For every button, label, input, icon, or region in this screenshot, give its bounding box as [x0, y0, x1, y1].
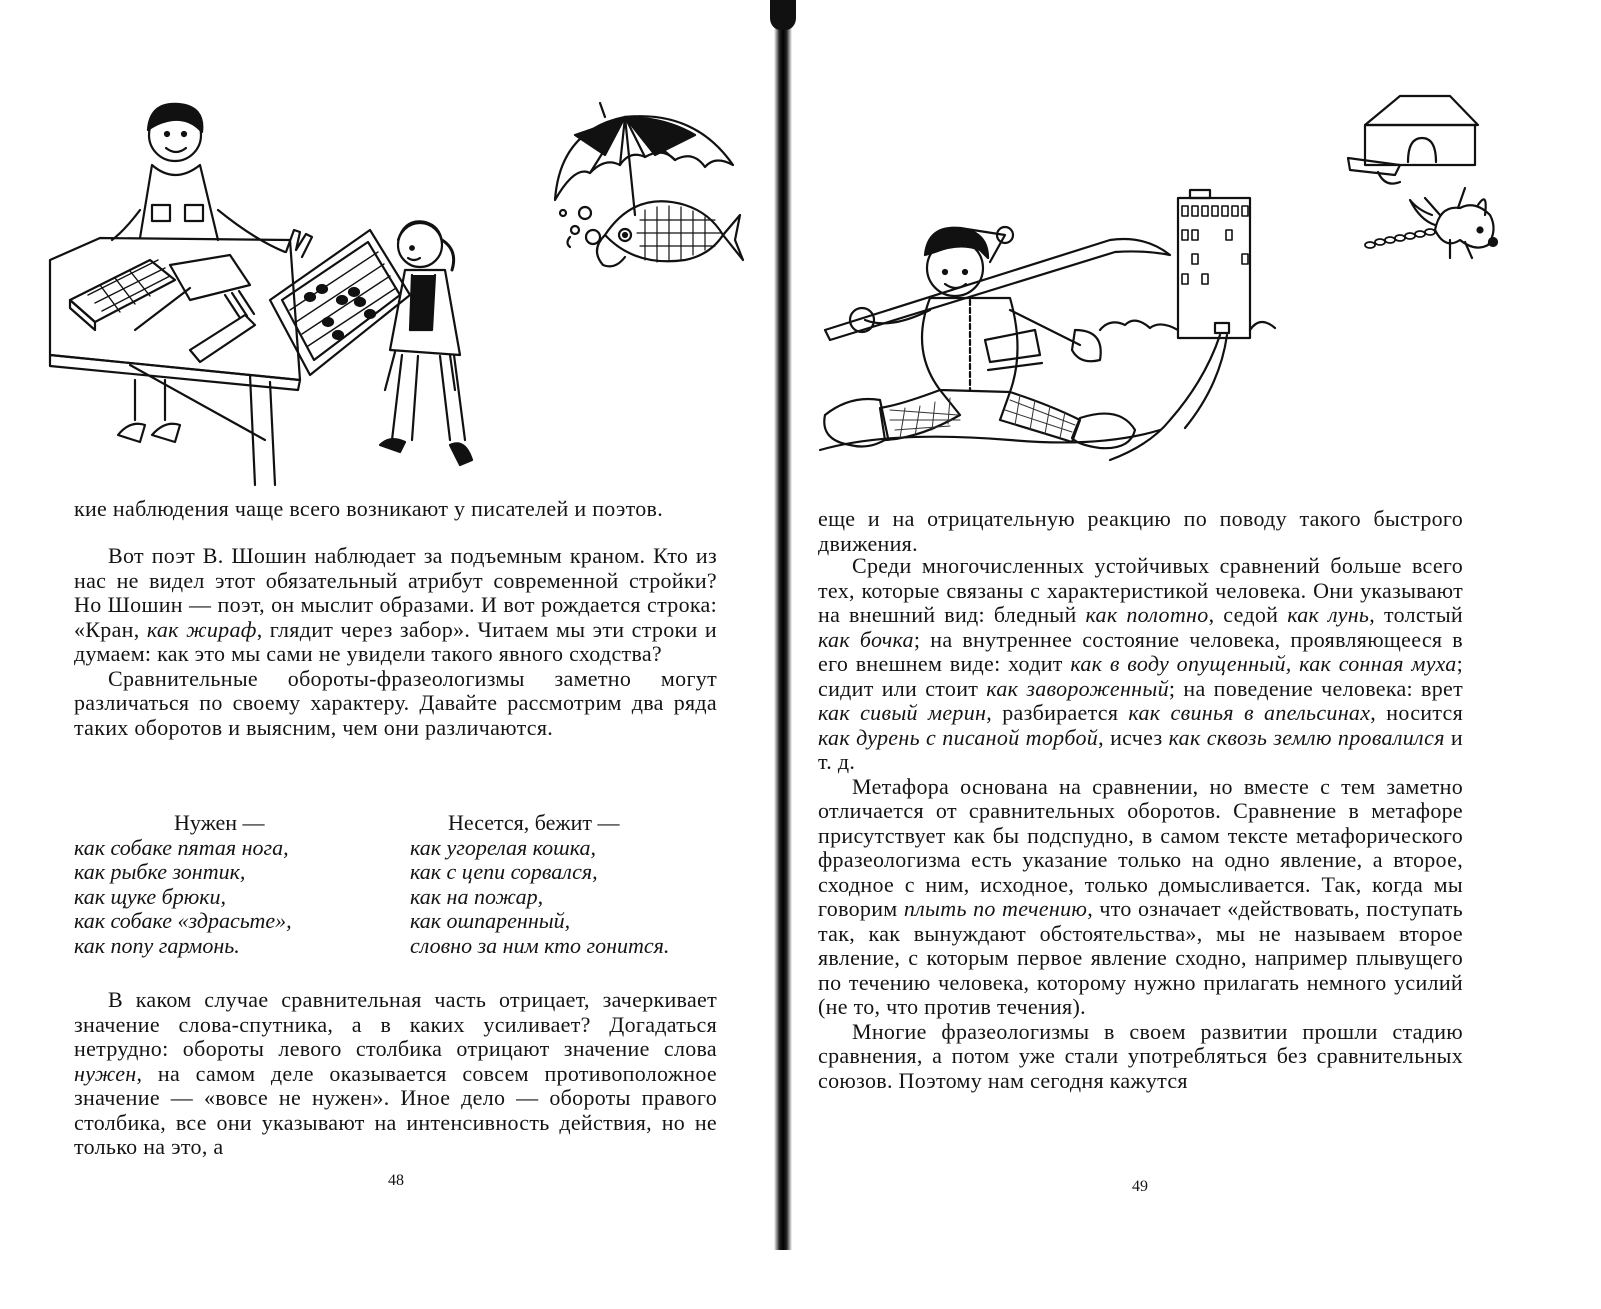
- boy-hockey-illustration: [810, 180, 1280, 480]
- right-p2-italic: как дурень с писаной торбой: [818, 724, 1099, 750]
- column-left-item: как попу гармонь.: [74, 932, 240, 958]
- right-p2-italic: как полотно: [1085, 602, 1209, 627]
- right-p2-text: , исчез: [1098, 724, 1169, 750]
- column-right-item: словно за ним кто гонится.: [410, 932, 670, 958]
- left-paragraph-4: [74, 988, 717, 1160]
- right-p2-italic: как сквозь землю провалился: [1168, 724, 1445, 750]
- right-p2-italic: как сивый мерин: [818, 700, 987, 725]
- column-left-title: Нужен —: [174, 810, 265, 835]
- column-right-item: как угорелая кошка,: [410, 834, 596, 860]
- right-p2-text: ; сидит или стоит: [818, 651, 1463, 701]
- right-p2-italic: как лунь: [1287, 602, 1370, 627]
- right-p2-italic: как завороженный: [986, 675, 1169, 701]
- column-left-item: как рыбке зонтик,: [74, 859, 246, 884]
- right-p2-italic: как свинья в апельсинах: [1128, 700, 1371, 725]
- page-49: [800, 0, 1601, 1309]
- right-p2-italic: как бочка: [818, 626, 914, 652]
- left-p4-italic: нужен: [74, 1060, 137, 1086]
- left-paragraph-3-text: Сравнительные обороты-фразеологизмы заметно могут различаться по своему характеру. Давайте рассмотрим два ряда таких оборотов и выясним, чем они различаются.: [74, 665, 717, 740]
- left-p4-text-a: В каком случае сравнительная часть отрицает, зачеркивает значение слова-спутника, а в каких усиливает? Догадаться нетрудно: обороты левого столбика отрицают значение слова: [74, 987, 717, 1061]
- page-number-right: 49: [1132, 1178, 1148, 1195]
- column-left-item: как щуке брюки,: [74, 883, 226, 909]
- dog-kennel-illustration: [1340, 90, 1500, 280]
- right-paragraph-4-text: Многие фразеологизмы в своем развитии прошли стадию сравнения, а потом уже стали употребляться без сравнительных союзов. Поэтому нам сегодня кажутся: [818, 1018, 1463, 1093]
- left-p2-text-c: , глядит через забор». Читаем мы эти строки и думаем: как это мы сами не увидели такого явного сходства?: [74, 616, 717, 666]
- fish-umbrella-illustration: [545, 95, 745, 285]
- right-paragraph-2: [818, 554, 1463, 1093]
- page-48: [0, 0, 780, 1309]
- left-p2-text-a: Вот поэт В. Шошин наблюдает за подъемным краном. Кто из нас не видел этот обязательный атрибут современной стройки? Но Шошин — поэт, он мыслит образами. И вот рождается строка: «Кран,: [74, 543, 717, 642]
- left-paragraph-2: [74, 544, 717, 740]
- left-paragraph-1-text: кие наблюдения чаще всего возникают у писателей и поэтов.: [74, 496, 663, 521]
- right-p2-text: ; на внутреннее состояние человека, проявляющееся в его внешнем виде: ходит: [818, 626, 1463, 676]
- right-p2-text: и т. д.: [818, 724, 1463, 774]
- right-paragraph-1: [818, 507, 1463, 556]
- right-p2-text: Среди многочисленных устойчивых сравнений больше всего тех, которые связаны с характеристикой человека. Они указывают на внешний вид: бледный: [818, 553, 1463, 627]
- right-p2-text: , разбирается: [986, 700, 1129, 725]
- column-left-item: как собаке «здрасьте»,: [74, 908, 292, 933]
- comparison-column-right: [410, 811, 740, 958]
- left-p4-text-c: , на самом деле оказывается совсем противоположное значение — «вовсе не нужен». Иное дело — обороты правого столбика, все они указывают на интенсивность действия, но не только на это, а: [74, 1060, 717, 1159]
- column-right-title: Несется, бежит —: [448, 810, 620, 835]
- right-p2-text: , толстый: [1369, 602, 1463, 627]
- right-paragraph-1-text: еще и на отрицательную реакцию по поводу такого быстрого движения.: [818, 506, 1463, 556]
- column-right-item: как с цепи сорвался,: [410, 859, 598, 884]
- right-p2-text: , седой: [1208, 602, 1288, 627]
- comparison-column-left: [74, 811, 374, 958]
- right-p2-text: ; на поведение человека: врет: [1168, 675, 1464, 701]
- right-p3-text-a: Метафора основана на сравнении, но вместе с тем заметно отличается от сравнительных оборотов. Сравнение в метафоре присутствует как бы подспудно, в самом тексте метафорического фразеологизма есть указание только на одно явление, а второе, сходное с ним, исходное, только домысливается. Так, когда мы говорим: [818, 773, 1463, 921]
- right-p2-text: , носится: [1370, 700, 1464, 725]
- teacher-abacus-illustration: [40, 90, 500, 490]
- column-right-item: как на пожар,: [410, 883, 544, 909]
- right-p2-italic: как в воду опущенный, как сонная муха: [1070, 651, 1457, 676]
- right-p3-text-c: , что означает «действовать, поступать так, как вынуждают обстоятельства», мы не называем второе явление, с которым первое явление сходно, например плывущего по течению человека, которому нужно прилагать немного усилий (не то, что против течения).: [818, 896, 1463, 1019]
- left-paragraph-1: [74, 497, 717, 522]
- page-number-left: 48: [388, 1172, 404, 1189]
- column-left-item: как собаке пятая нога,: [74, 834, 289, 860]
- left-p2-italic: как жираф: [146, 616, 257, 642]
- right-p3-italic: плыть по течению: [903, 896, 1088, 921]
- column-right-item: как ошпаренный,: [410, 908, 571, 933]
